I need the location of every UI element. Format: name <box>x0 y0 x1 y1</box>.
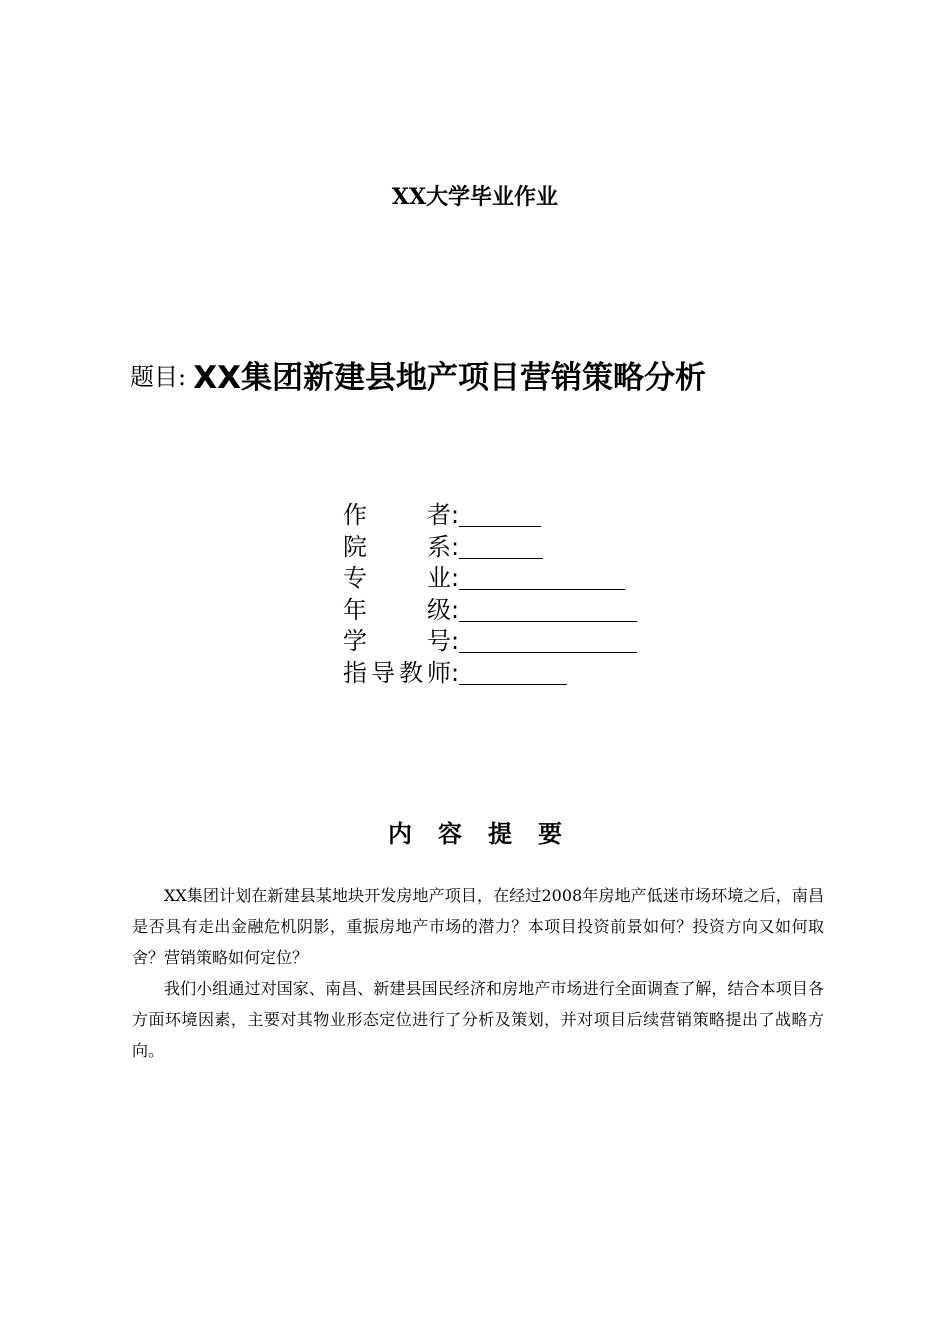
author-label: 作者 <box>343 501 451 529</box>
author-colon: : <box>451 501 460 529</box>
department-colon: : <box>451 532 460 561</box>
topic-label: 题目: <box>130 363 187 391</box>
grade-row <box>343 595 637 627</box>
grade-colon: : <box>451 595 460 624</box>
student-id-row <box>343 626 637 658</box>
abstract-heading: 内容提要 <box>388 820 588 848</box>
student-info-block <box>343 500 637 689</box>
grade-blank-line <box>459 597 637 622</box>
major-row <box>343 563 637 595</box>
university-title: XX大学毕业作业 <box>391 184 559 210</box>
department-blank-line <box>459 534 543 559</box>
abstract-paragraph: XX集团计划在新建县某地块开发房地产项目，在经过2008年房地产低迷市场环境之后，南昌是否具有走出金融危机阴影，重振房地产市场的潜力？本项目投资前景如何？投资方向又如何取舍？营销策略如何定位？ <box>132 886 824 967</box>
student-id-label: 学号 <box>343 627 451 655</box>
grade-label: 年级 <box>343 595 451 624</box>
topic-title: XX集团新建县地产项目营销策略分析 <box>193 360 706 396</box>
advisor-row <box>343 658 637 690</box>
topic-line <box>130 352 706 397</box>
abstract-body <box>132 880 824 1066</box>
advisor-colon: : <box>451 658 460 687</box>
student-id-blank-line <box>459 628 637 653</box>
abstract-paragraph: 我们小组通过对国家、南昌、新建县国民经济和房地产市场进行全面调查了解，结合本项目各方面环境因素，主要对其物业形态定位进行了分析及策划，并对项目后续营销策略提出了战略方向。 <box>132 979 824 1060</box>
department-label: 院系 <box>343 532 451 561</box>
major-blank-line <box>459 565 625 590</box>
advisor-blank-line <box>459 660 567 685</box>
advisor-label: 指导教师 <box>343 658 451 687</box>
major-label: 专业 <box>343 564 451 592</box>
author-row <box>343 500 637 532</box>
department-row <box>343 532 637 564</box>
major-colon: : <box>451 564 460 592</box>
author-blank-line <box>459 502 541 527</box>
student-id-colon: : <box>451 627 460 655</box>
